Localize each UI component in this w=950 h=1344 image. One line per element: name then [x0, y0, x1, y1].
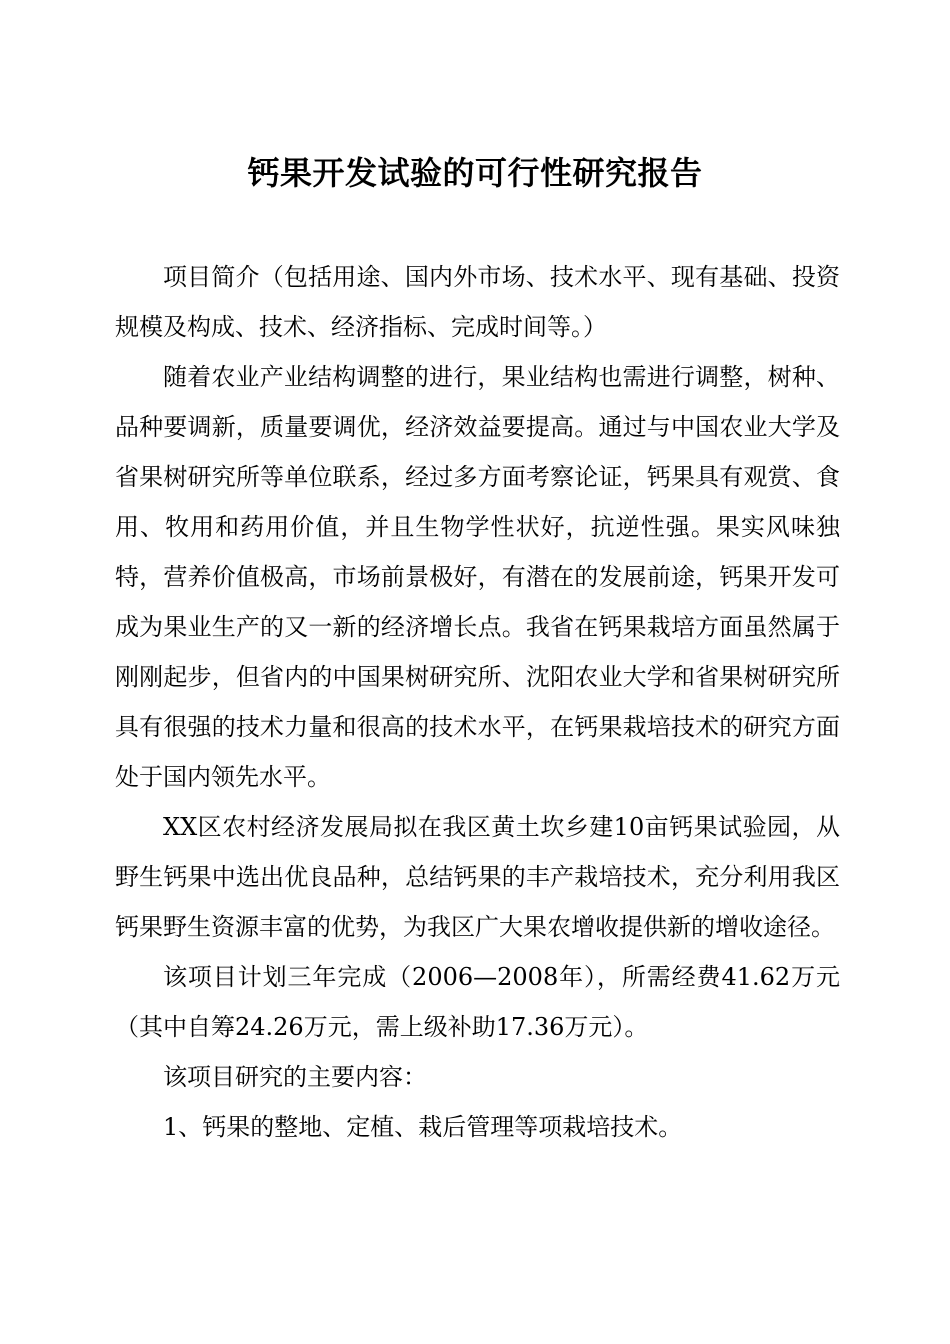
paragraph-background: 随着农业产业结构调整的进行，果业结构也需进行调整，树种、品种要调新，质量要调优，经济效益要提高。通过与中国农业大学及省果树研究所等单位联系，经过多方面考察论证，钙果具有观赏、食用、牧用和药用价值，并且生物学性状好，抗逆性强。果实风味独特，营养价值极高，市场前景极好，有潜在的发展前途，钙果开发可成为果业生产的又一新的经济增长点。我省在钙果栽培方面虽然属于刚刚起步，但省内的中国果树研究所、沈阳农业大学和省果树研究所具有很强的技术力量和很高的技术水平，在钙果栽培技术的研究方面处于国内领先水平。 — [115, 363, 840, 791]
paragraph-budget: 该项目计划三年完成（2006—2008年），所需经费41.62万元（其中自筹24.26万元，需上级补助17.36万元）。 — [115, 963, 840, 1041]
paragraph-plan: XX区农村经济发展局拟在我区黄土坎乡建10亩钙果试验园，从野生钙果中选出优良品种，总结钙果的丰产栽培技术，充分利用我区钙果野生资源丰富的优势，为我区广大果农增收提供新的增收途径。 — [115, 813, 840, 941]
document-body — [115, 252, 840, 1152]
paragraph-content-heading: 该项目研究的主要内容： — [163, 1063, 427, 1091]
paragraph-item-1: 1、钙果的整地、定植、栽后管理等项栽培技术。 — [163, 1113, 683, 1141]
document-title: 钙果开发试验的可行性研究报告 — [247, 154, 703, 192]
paragraph-project-intro: 项目简介（包括用途、国内外市场、技术水平、现有基础、投资规模及构成、技术、经济指标、完成时间等。） — [115, 263, 840, 341]
